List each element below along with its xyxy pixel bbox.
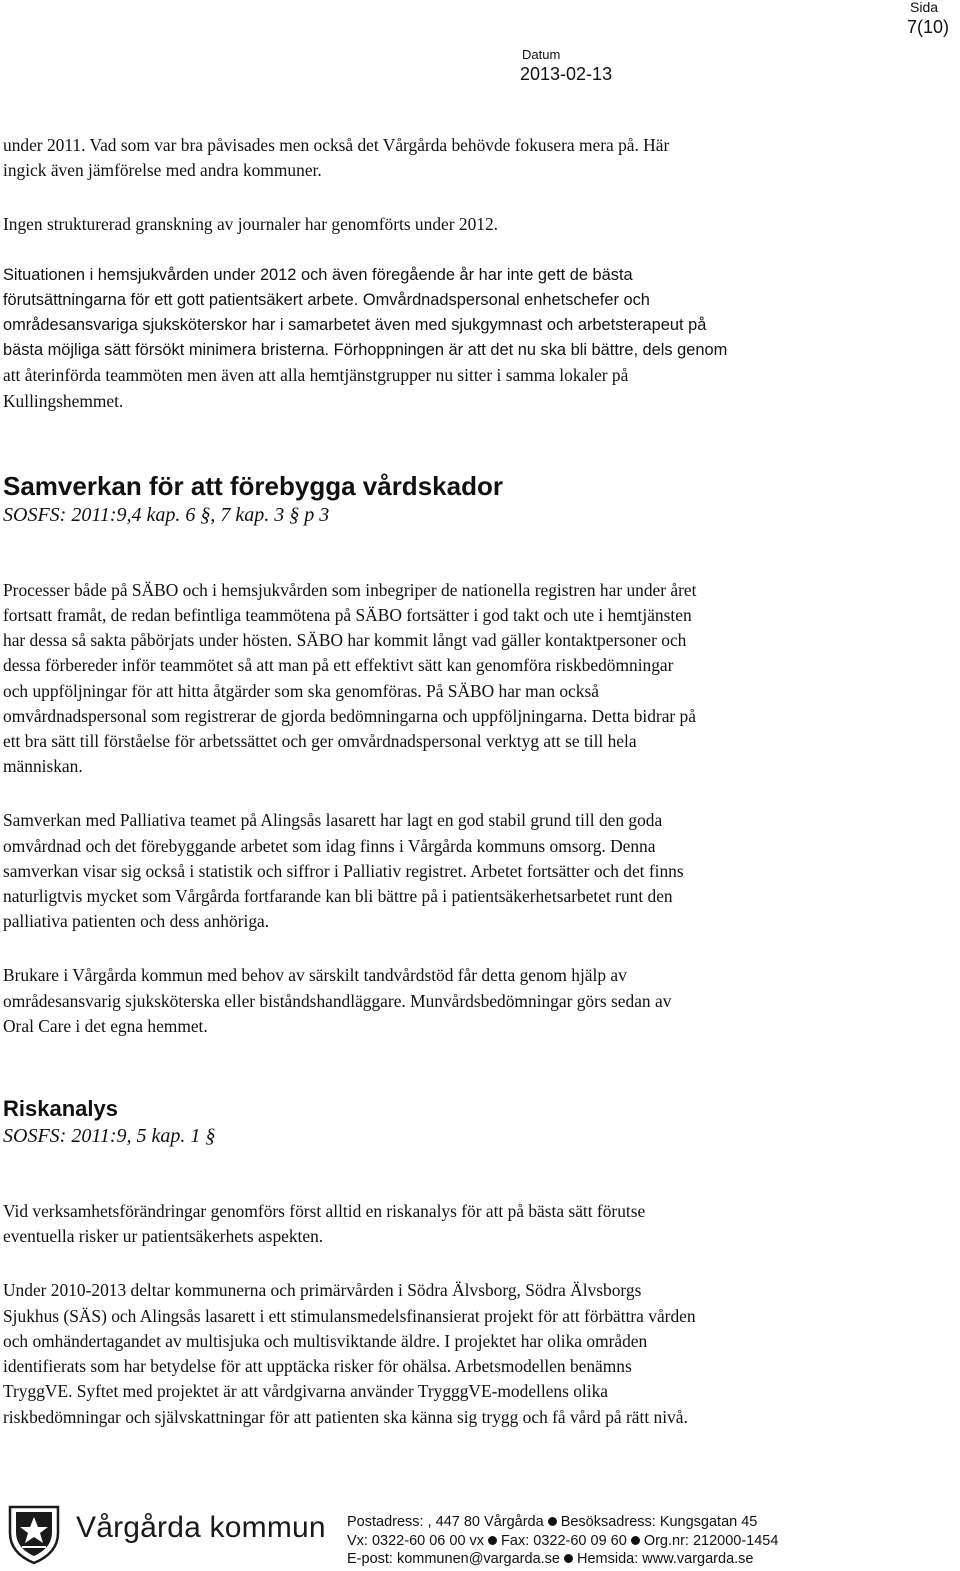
regulation-reference: SOSFS: 2011:9,4 kap. 6 §, 7 kap. 3 § p 3 — [3, 503, 330, 526]
page-number: 7(10) — [907, 17, 950, 37]
paragraph-line: fortsatt framåt, de redan befintliga teammötena på SÄBO fortsätter i god takt och ute i hemtjänsten — [3, 605, 692, 626]
paragraph-line: Brukare i Vårgårda kommun med behov av särskilt tandvårdstöd får detta genom hjälp av — [3, 965, 627, 986]
paragraph-line: Ingen strukturerad granskning av journaler har genomförts under 2012. — [3, 214, 499, 235]
paragraph-line: samverkan visar sig också i statistik och siffror i Palliativ registret. Arbetet fortsätter och det finns — [3, 860, 684, 881]
paragraph-line: Vid verksamhetsförändringar genomförs först alltid en riskanalys för att på bästa sätt förutse — [3, 1201, 646, 1222]
footer-line-2: Vx: 0322-60 06 00 vx Fax: 0322-60 09 60 Org.nr: 212000-1454 — [347, 1532, 779, 1549]
paragraph-line: omvårdnad och det förebyggande arbetet som idag finns i Vårgårda kommuns omsorg. Denna — [3, 835, 656, 856]
paragraph-line: människan. — [3, 756, 83, 777]
paragraph-line: Oral Care i det egna hemmet. — [3, 1015, 208, 1036]
paragraph-line: ett bra sätt till förståelse för arbetssättet och ger omvårdnadspersonal verktyg att se till hela — [3, 731, 637, 752]
footer-contact — [347, 1513, 778, 1569]
paragraph-line: ingick även jämförelse med andra kommuner. — [3, 160, 322, 181]
section-heading: Samverkan för att förebygga vårdskador — [3, 470, 503, 501]
paragraph-line: Processer både på SÄBO och i hemsjukvården som inbegriper de nationella registren har under året — [3, 579, 697, 600]
section-heading: Riskanalys — [3, 1096, 118, 1122]
paragraph-line: under 2011. Vad som var bra påvisades men också det Vårgårda behövde fokusera mera på. Här — [3, 135, 670, 155]
footer-line-1: Postadress: , 447 80 Vårgårda Besöksadress: Kungsgatan 45 — [347, 1514, 758, 1530]
paragraph-line: naturligtvis mycket som Vårgårda fortfarande kan bli bättre på i patientsäkerhetsarbetet runt den — [3, 886, 673, 907]
paragraph-line: dessa förbereder inför teammötet så att man på ett effektivt sätt kan genomföra riskbedömningar — [3, 655, 674, 676]
bullet-icon — [488, 1536, 497, 1545]
paragraph-line: och omhändertagandet av multisjuka och multisviktande äldre. I projektet har olika områden — [3, 1330, 648, 1351]
paragraph-line: och uppföljningar för att hitta åtgärder som ska genomföras. På SÄBO har man också — [3, 680, 599, 701]
paragraph-line: riskbedömningar och självskattningar för att patienten ska känna sig trygg och få vård på rätt nivå. — [3, 1406, 688, 1427]
bullet-icon — [631, 1536, 640, 1545]
paragraph-line: Under 2010-2013 deltar kommunerna och primärvården i Södra Älvsborg, Södra Älvsborgs — [3, 1280, 642, 1301]
regulation-reference: SOSFS: 2011:9, 5 kap. 1 § — [3, 1125, 216, 1148]
paragraph-line: Samverkan med Palliativa teamet på Alingsås lasarett har lagt en god stabil grund till den goda — [3, 810, 663, 831]
bullet-icon — [564, 1554, 573, 1563]
paragraph-line: palliativa patienten och dess anhöriga. — [3, 911, 270, 932]
paragraph-line: Sjukhus (SÄS) och Alingsås lasarett i ett stimulansmedelsfinansierat projekt för att förbättra vården — [3, 1305, 696, 1326]
municipality-logo — [2, 1503, 326, 1565]
website-link[interactable]: Hemsida: www.vargarda.se — [576, 1551, 754, 1567]
email-link[interactable]: E-post: kommunen@vargarda.se — [347, 1551, 560, 1567]
document-body — [3, 133, 943, 1430]
date-label: Datum — [522, 47, 561, 62]
paragraph-line: Situationen i hemsjukvården under 2012 och även föregående år har inte gett de bästa — [3, 265, 633, 284]
logo-text: Vårgårda kommun — [76, 1511, 326, 1544]
paragraph-line: TryggVE. Syftet med projektet är att vårdgivarna använder TrygggVE-modellens olika — [3, 1381, 609, 1402]
date-value: 2013-02-13 — [520, 64, 613, 84]
footer-line-3 — [347, 1550, 778, 1569]
paragraph-line: omvårdnadspersonal som registrerar de gjorda bedömningarna och uppföljningarna. Detta bidrar på — [3, 705, 696, 726]
bullet-icon — [548, 1517, 557, 1526]
paragraph-line: identifierats som har betydelse för att upptäcka risker för ohälsa. Arbetsmodellen benämns — [3, 1356, 632, 1377]
paragraph-line: områdesansvarig sjuksköterska eller biståndshandläggare. Munvårdsbedömningar görs sedan av — [3, 990, 672, 1011]
paragraph-line: bästa möjliga sätt försökt minimera bristerna. Förhoppningen är att det nu ska bli bättre, dels genom — [3, 341, 728, 360]
coat-of-arms-icon — [2, 1503, 66, 1565]
paragraph-line: förutsättningarna för ett gott patientsäkert arbete. Omvårdnadspersonal enhetschefer och — [3, 290, 650, 309]
paragraph-line: att återinförda teammöten men även att alla hemtjänstgrupper nu sitter i samma lokaler på — [3, 365, 629, 386]
paragraph-line: eventuella risker ur patientsäkerhets aspekten. — [3, 1226, 324, 1247]
paragraph-line: har dessa så sakta påbörjats under hösten. SÄBO har kommit långt vad gäller kontaktpersoner och — [3, 630, 687, 651]
paragraph-line: områdesansvariga sjuksköterskor har i samarbetet även med sjukgymnast och arbetsterapeut på — [3, 316, 707, 335]
paragraph-line: Kullingshemmet. — [3, 390, 124, 411]
page-label: Sida — [910, 0, 939, 15]
